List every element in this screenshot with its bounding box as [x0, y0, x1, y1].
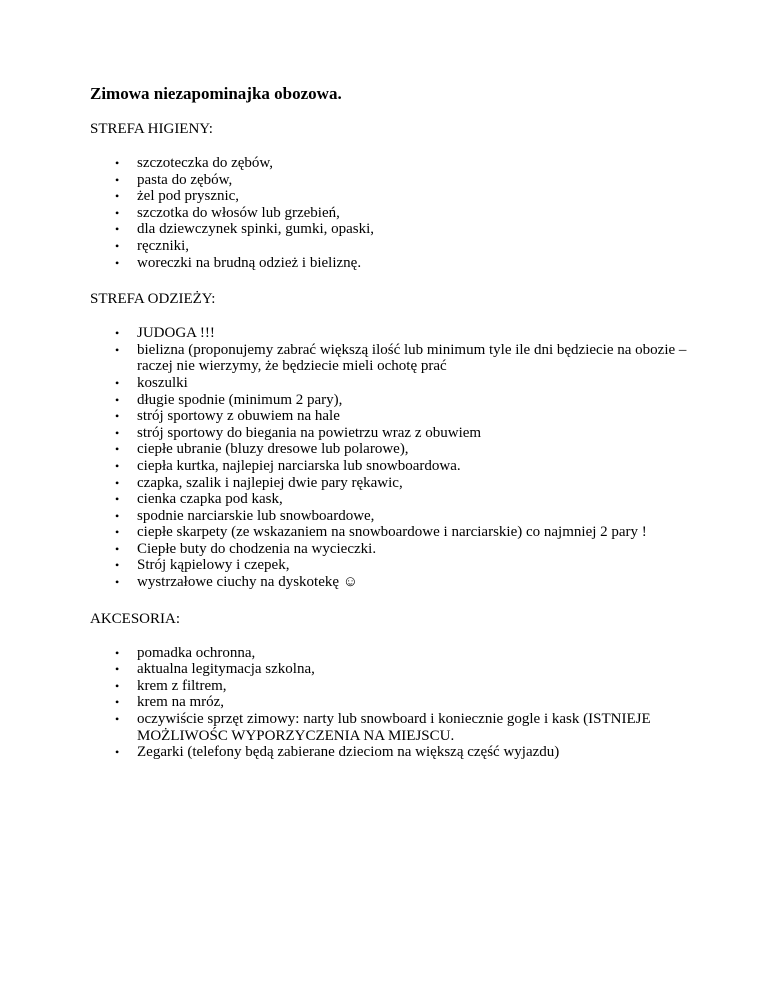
section-accessories: [90, 611, 710, 761]
hygiene-list: [90, 155, 710, 271]
bullet-icon: •: [115, 172, 120, 187]
list-item-text: dla dziewczynek spinki, gumki, opaski,: [137, 221, 375, 238]
bullet-icon: •: [115, 375, 120, 390]
section-clothing: [90, 291, 710, 591]
bullet-icon: •: [115, 156, 120, 170]
list-item-text: pasta do zębów,: [137, 171, 233, 188]
bullet-icon: •: [115, 541, 120, 556]
list-item-text: strój sportowy z obuwiem na hale: [137, 408, 340, 425]
bullet-icon: •: [115, 492, 120, 507]
list-item-text: ciepła kurtka, najlepiej narciarska lub snowboardowa.: [137, 457, 461, 474]
list-item: [90, 557, 710, 574]
list-item: [90, 744, 710, 761]
list-item: [90, 711, 710, 744]
document-page: [90, 84, 710, 781]
list-item: [90, 508, 710, 525]
list-item-text: ciepłe skarpety (ze wskazaniem na snowboardowe i narciarskie) co najmniej 2 pary !: [137, 524, 647, 541]
list-item: [90, 205, 710, 222]
list-item: [90, 172, 710, 189]
list-item-text: spodnie narciarskie lub snowboardowe,: [137, 507, 375, 524]
section-heading-accessories: AKCESORIA:: [90, 610, 181, 627]
list-item: [90, 661, 710, 678]
bullet-icon: •: [115, 238, 120, 253]
list-item: [90, 342, 710, 375]
section-hygiene: [90, 121, 710, 271]
bullet-icon: •: [115, 205, 120, 220]
bullet-icon: •: [115, 525, 120, 540]
list-item: [90, 541, 710, 558]
list-item: [90, 188, 710, 205]
bullet-icon: •: [115, 508, 120, 523]
bullet-icon: •: [115, 189, 120, 204]
list-item-text: strój sportowy do biegania na powietrzu wraz z obuwiem: [137, 424, 482, 441]
bullet-icon: •: [115, 745, 120, 760]
bullet-icon: •: [115, 678, 120, 693]
list-item: [90, 155, 710, 172]
list-item: [90, 221, 710, 238]
bullet-icon: •: [115, 458, 120, 473]
list-item-text: ręczniki,: [137, 237, 190, 254]
bullet-icon: •: [115, 558, 120, 573]
list-item: [90, 694, 710, 711]
bullet-icon: •: [115, 222, 120, 237]
list-item: [90, 524, 710, 541]
bullet-icon: •: [115, 712, 120, 727]
list-item-text: Zegarki (telefony będą zabierane dzieciom na większą część wyjazdu): [137, 744, 560, 761]
bullet-icon: •: [115, 342, 120, 357]
list-item: [90, 392, 710, 409]
list-item-text: krem na mróz,: [137, 694, 225, 711]
list-item: [90, 441, 710, 458]
section-heading-clothing: STREFA ODZIEŻY:: [90, 291, 216, 308]
list-item-text: długie spodnie (minimum 2 pary),: [137, 391, 343, 408]
list-item: [90, 255, 710, 272]
list-item-text: woreczki na brudną odzież i bieliznę.: [137, 254, 362, 271]
list-item-text: bielizna (proponujemy zabrać większą ilość lub minimum tyle ile dni będziecie na obozie – raczej nie wierzymy, że będziecie mieli ochotę prać: [137, 341, 687, 375]
bullet-icon: •: [115, 575, 120, 590]
list-item-text: koszulki: [137, 374, 188, 391]
list-item: [90, 458, 710, 475]
list-item-text: pomadka ochronna,: [137, 644, 256, 661]
list-item-text: czapka, szalik i najlepiej dwie pary rękawic,: [137, 474, 403, 491]
list-item-text: ciepłe ubranie (bluzy dresowe lub polarowe),: [137, 441, 409, 458]
list-item: [90, 238, 710, 255]
list-item-text: żel pod prysznic,: [137, 188, 240, 205]
accessories-list: [90, 645, 710, 761]
bullet-icon: •: [115, 695, 120, 710]
list-item-text: szczoteczka do zębów,: [137, 155, 274, 171]
list-item: [90, 678, 710, 695]
document-title: Zimowa niezapominajka obozowa.: [90, 84, 342, 103]
list-item: [90, 408, 710, 425]
list-item: [90, 375, 710, 392]
list-item: [90, 425, 710, 442]
list-item: [90, 491, 710, 508]
bullet-icon: •: [115, 425, 120, 440]
list-item: [90, 475, 710, 492]
list-item-text: JUDOGA !!!: [137, 325, 215, 342]
list-item-text: Ciepłe buty do chodzenia na wycieczki.: [137, 540, 377, 557]
list-item-text: cienka czapka pod kask,: [137, 491, 283, 508]
bullet-icon: •: [115, 392, 120, 407]
section-heading-hygiene: STREFA HIGIENY:: [90, 121, 213, 137]
list-item: [90, 574, 710, 591]
bullet-icon: •: [115, 645, 120, 660]
bullet-icon: •: [115, 255, 120, 270]
list-item-text: szczotka do włosów lub grzebień,: [137, 204, 340, 221]
list-item-text: aktualna legitymacja szkolna,: [137, 661, 315, 678]
list-item: [90, 645, 710, 662]
list-item-text: krem z filtrem,: [137, 677, 227, 694]
bullet-icon: •: [115, 475, 120, 490]
list-item-text: oczywiście sprzęt zimowy: narty lub snowboard i koniecznie gogle i kask (ISTNIEJE MOŻLIWOŚC WYPORZYCZENIA NA MIEJSCU.: [137, 711, 651, 744]
bullet-icon: •: [115, 662, 120, 677]
list-item: [90, 325, 710, 342]
bullet-icon: •: [115, 326, 120, 341]
bullet-icon: •: [115, 409, 120, 424]
clothing-list: [90, 325, 710, 591]
list-item-text: Strój kąpielowy i czepek,: [137, 557, 290, 574]
list-item-text: wystrzałowe ciuchy na dyskotekę ☺: [137, 574, 359, 591]
bullet-icon: •: [115, 442, 120, 457]
